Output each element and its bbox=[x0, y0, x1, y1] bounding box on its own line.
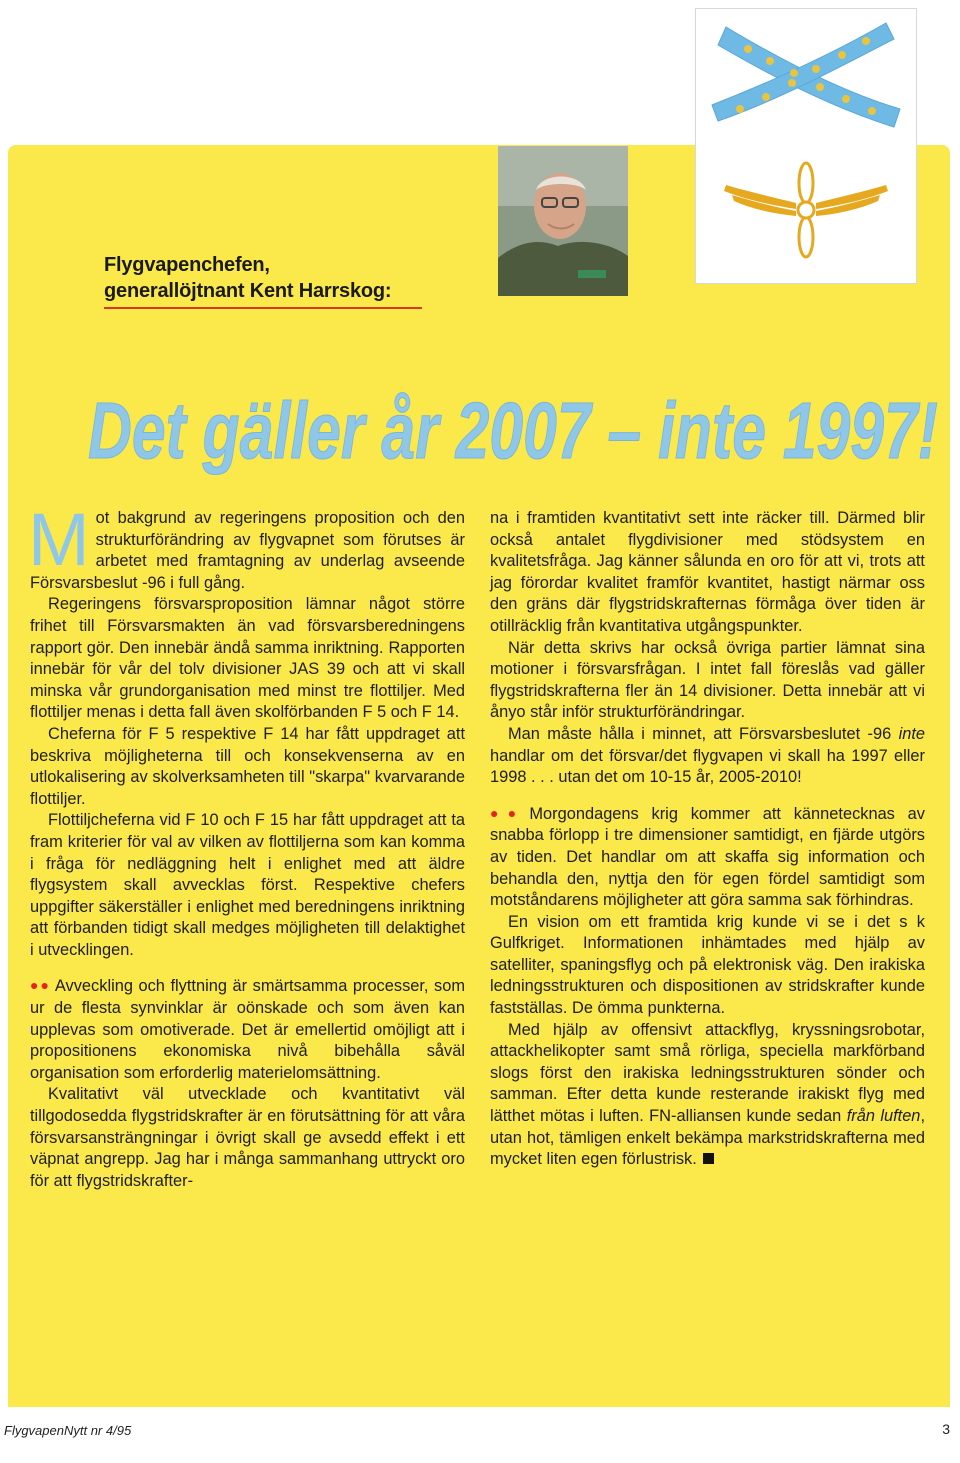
article-paragraph: När detta skrivs har också övriga partier lämnat sina motioner i försvarsfrågan. I intet fall föreslås vad gäller flygstridskrafterna fler än 14 divisioner. Detta innebär att vi ånyo står inför strukturförändringar. bbox=[490, 638, 925, 722]
article-paragraph: ●● Avveckling och flyttning är smärtsamma processer, som ur de flesta synvinklar är oönskade och som även kan upplevas som omotiverade. Det är emellertid omöjligt att i propositionens ekonomiska nivå bibehålla såväl organisation som erforderlig materielomsättning. bbox=[30, 977, 465, 1082]
article-paragraph: Med hjälp av offensivt attackflyg, kryssningsrobotar, attackhelikopter samt små rörliga, speciella markförband slogs först den irakiska ledningsstrukturen sönder och samman. Efter detta kunde resterande irakiskt flyg med lätthet mötas i luften. FN-alliansen kunde sedan från luften, utan hot, tämligen enkelt bekämpa markstridskrafterna med mycket liten egen förlustrisk. bbox=[490, 1020, 925, 1169]
emblem-box bbox=[695, 8, 917, 284]
headline-text: Det gäller år 2007 – inte 1997! bbox=[88, 386, 938, 475]
article-column-left bbox=[28, 498, 465, 1192]
article-column-right bbox=[490, 508, 925, 1171]
article-paragraph: Cheferna för F 5 respektive F 14 har fått uppdraget att beskriva möjligheterna till och konsekvenserna av en utlokalisering av skolverksamheten till "skarpa" kvarvarande flottiljer. bbox=[30, 724, 465, 808]
article-paragraph: En vision om ett framtida krig kunde vi se i det s k Gulfkriget. Informationen inhämtades med hjälp av satelliter, spaningsflyg och på elektronisk väg. Den irakiska ledningsstrukturen och dispositionen av stridskrafter kunde fastställas. De ömma punkterna. bbox=[490, 912, 925, 1018]
article-paragraph: Kvalitativt väl utvecklade och kvantitativt väl tillgodosedda flygstridskrafter är en förutsättning för att våra försvarsansträngningar i övrigt skall ge avsedd effekt i ett väpnat angrepp. Jag har i många sammanhang uttryckt oro för att flygstridskrafter- bbox=[30, 1085, 465, 1190]
magazine-footer: FlygvapenNytt nr 4/95 bbox=[4, 1423, 132, 1438]
kicker-line-1: Flygvapenchefen, bbox=[104, 254, 270, 276]
article-paragraph: ●● Morgondagens krig kommer att kännetecknas av snabba förlopp i tre dimensioner samtidigt, en fjärde utgörs av tiden. Det handlar om att skaffa sig information och behandla den, nyttja den för egen fördel samtidigt som motståndarens möjligheter att göra samma sak förhindras. bbox=[490, 804, 925, 910]
red-double-dot-icon: ●● bbox=[30, 977, 51, 994]
winged-propeller-icon bbox=[724, 163, 888, 257]
headline bbox=[88, 384, 940, 474]
kicker bbox=[104, 252, 391, 304]
article-paragraph: na i framtiden kvantitativt sett inte räcker till. Därmed blir också antalet flygdivisioner med stödsystem en kvalitetsfråga. Jag känner sålunda en oro för att vi, trots att jag förordar kvalitet framför kvantitet, hastigt närmar oss den gräns där flygstridskrafternas förmåga över tiden är otillräcklig från kvantitativa utgångspunkter. bbox=[490, 509, 925, 635]
red-double-dot-icon: ●● bbox=[490, 804, 526, 821]
drop-cap: M bbox=[28, 498, 90, 581]
kicker-line-2: generallöjtnant Kent Harrskog: bbox=[104, 280, 392, 302]
crossed-blue-banners-icon bbox=[696, 9, 916, 283]
article-paragraph: Man måste hålla i minnet, att Försvarsbeslutet -96 inte handlar om det försvar/det flygvapen vi skall ha 1997 eller 1998 . . . utan det om 10-15 år, 2005-2010! bbox=[490, 724, 925, 787]
black-square-end-icon bbox=[703, 1153, 714, 1164]
emphasis: inte bbox=[898, 724, 925, 743]
page-number: 3 bbox=[942, 1421, 950, 1437]
article-paragraph: Mot bakgrund av regeringens proposition och den strukturförändring av flygvapnet som förutses är arbetet med framtagning av underlag avseende Försvarsbeslut -96 i full gång. bbox=[28, 498, 465, 592]
article-paragraph: Flottiljcheferna vid F 10 och F 15 har fått uppdraget att ta fram kriterier för val av vilken av flottiljerna som kan komma i fråga för nedläggning helt i enlighet med att äldre flygsystem skall avvecklas först. Respektive chefers uppgifter säkerställer i enlighet med beredningens inriktning att förbanden tidigt skall medges möjligheten till delaktighet i utvecklingen. bbox=[30, 811, 465, 959]
kicker-underline bbox=[104, 307, 422, 309]
article-paragraph: Regeringens försvarsproposition lämnar något större frihet till Försvarsmakten än vad försvarsberedningens rapport gör. Den innebär ändå samma inriktning. Rapporten innebär för vår del tolv divisioner JAS 39 och att vi skall minska vår grundorganisation med minst tre flottiljer. Med flottiljer menas i detta fall även skolförbanden F 5 och F 14. bbox=[30, 595, 465, 722]
portrait-photo bbox=[498, 146, 628, 296]
emphasis: från luften bbox=[846, 1107, 921, 1126]
